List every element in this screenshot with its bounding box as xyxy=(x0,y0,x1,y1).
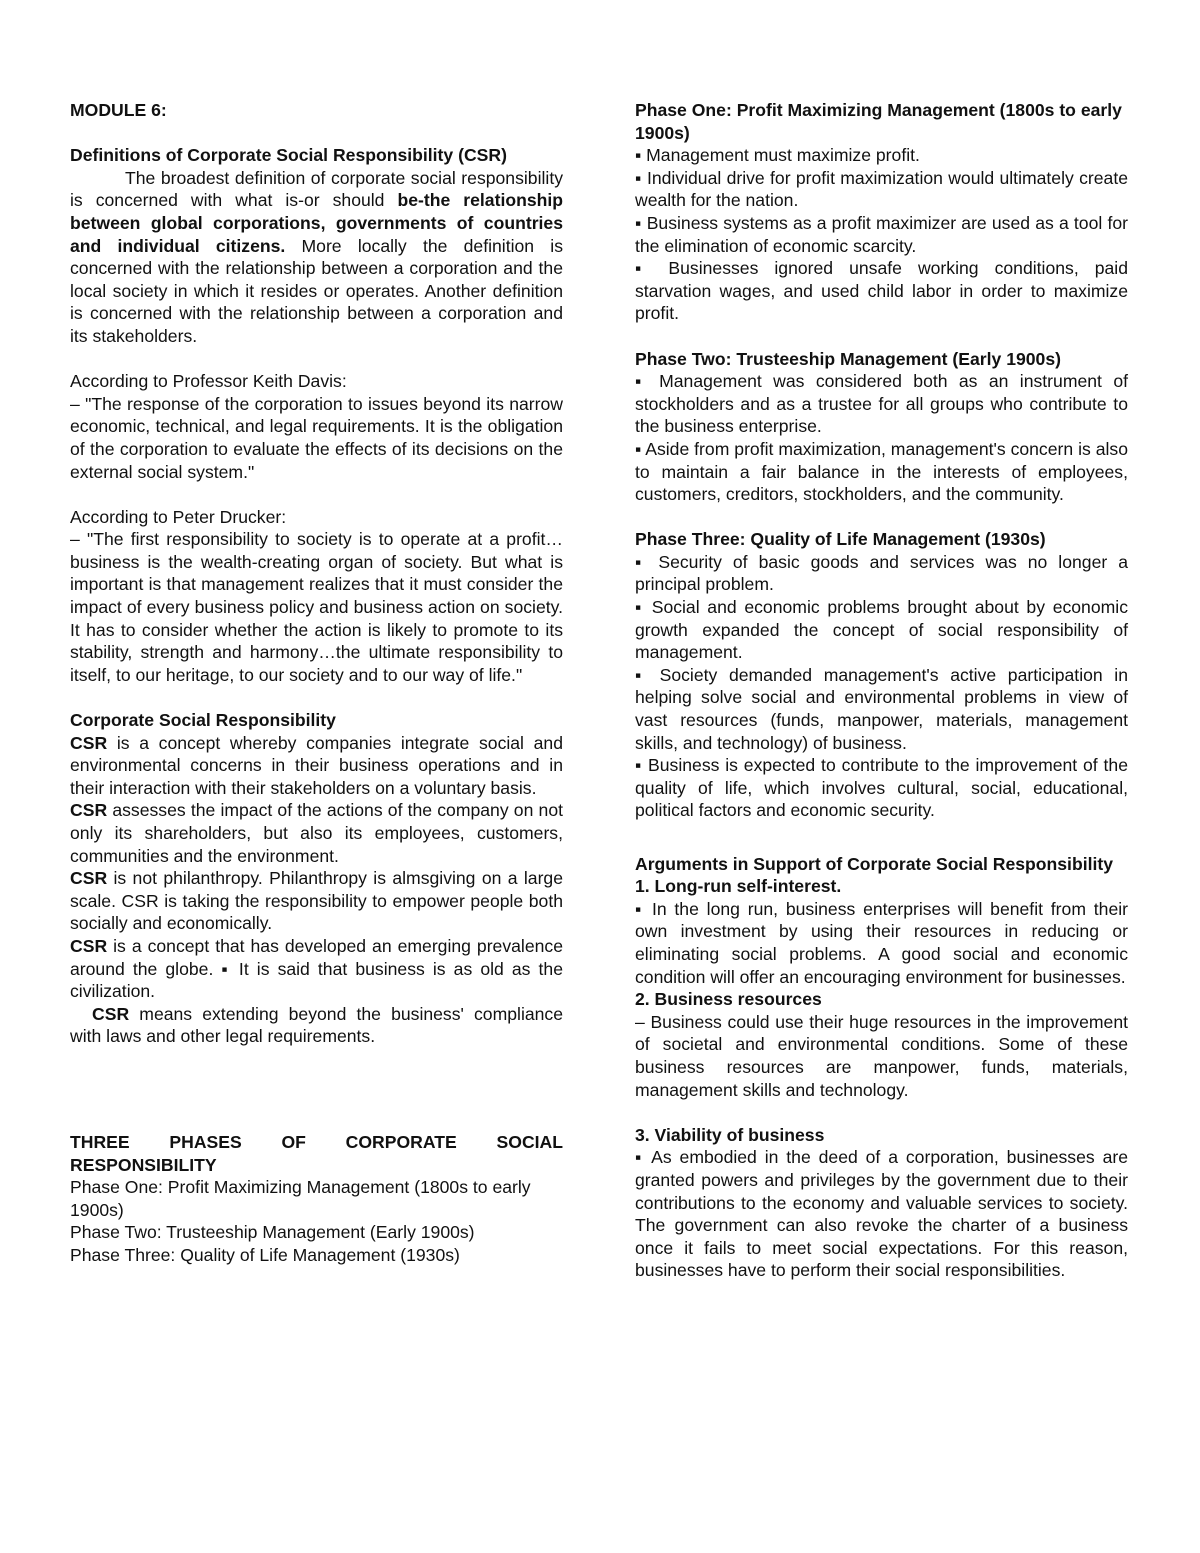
csr-text-5: means extending beyond the business' compliance with laws and other legal requirements. xyxy=(70,1003,563,1047)
csr-text-3: is not philanthropy. Philanthropy is almsgiving on a large scale. CSR is taking the responsibility to empower people both socially and economically. xyxy=(70,868,563,934)
argument-3-text: ▪ As embodied in the deed of a corporation, businesses are granted powers and privileges by the government due to their contributions to the economy and valuable services to society. The government can also revoke the charter of a business once it fails to meet social expectations. For this reason, businesses have to perform their social responsibilities. xyxy=(635,1147,1128,1281)
definition-text-start: The broadest definition of corporate social responsibility is concerned with what is-or should xyxy=(70,167,563,211)
phase-three-bullet: ▪ Society demanded management's active participation in helping solve social and environmental problems in view of vast resources (funds, manpower, materials, management skills, and technology) of business. xyxy=(635,664,1128,753)
argument-2-text: – Business could use their huge resources in the improvement of societal and environmental conditions. Some of these business resources are manpower, funds, materials, management skills and technology. xyxy=(635,1011,1128,1100)
csr-heading: Corporate Social Responsibility xyxy=(70,710,336,731)
phase-three-bullet: ▪ Business is expected to contribute to the improvement of the quality of life, which involves cultural, social, educational, political factors and economic security. xyxy=(635,755,1128,821)
phase-two-bullet: ▪ Aside from profit maximization, management's concern is also to maintain a fair balance in the interests of employees, customers, creditors, stockholders, and the community. xyxy=(635,438,1128,505)
csr-label: CSR xyxy=(70,732,108,753)
module-title: MODULE 6: xyxy=(70,100,167,120)
phase-two-heading: Phase Two: Trusteeship Management (Early 1900s) xyxy=(635,348,1061,369)
drucker-quote: – "The first responsibility to society is to operate at a profit… business is the wealth-creating organ of society. But what is important is that management realizes that it must consider the impact of every business policy and business action on society. It has to consider whether the action is likely to promote to its stability, strength and harmony…the ultimate responsibility to itself, to our heritage, to our society and to our way of life." xyxy=(70,529,563,685)
drucker-intro: According to Peter Drucker: xyxy=(70,506,287,527)
definitions-heading: Definitions of Corporate Social Responsibility (CSR) xyxy=(70,145,507,166)
csr-label: CSR xyxy=(70,868,108,889)
argument-1-text: ▪ In the long run, business enterprises will benefit from their own investment by using their resources in reducing or eliminating social problems. A good social and economic condition will offer an encouraging environment for businesses. xyxy=(635,898,1128,987)
phase-one-bullet: ▪ Businesses ignored unsafe working conditions, paid starvation wages, and used child labor in order to maximize profit. xyxy=(635,258,1128,324)
phase-item: Phase Three: Quality of Life Management (1930s) xyxy=(70,1244,460,1265)
phase-item: Phase One: Profit Maximizing Management (1800s to early 1900s) xyxy=(70,1177,531,1220)
csr-label: CSR xyxy=(70,935,108,956)
csr-text-1: is a concept whereby companies integrate social and environmental concerns in their business operations and in their interaction with their stakeholders on a voluntary basis. xyxy=(70,732,563,798)
csr-text-4: is a concept that has developed an emerging prevalence around the globe. ▪ It is said that business is as old as the civilization. xyxy=(70,935,563,1002)
phases-heading: THREE PHASES OF CORPORATE SOCIAL RESPONSIBILITY xyxy=(70,1131,563,1175)
argument-2-heading: 2. Business resources xyxy=(635,989,822,1010)
argument-1-heading: 1. Long-run self-interest. xyxy=(635,876,842,897)
csr-paragraph-1 xyxy=(70,732,563,800)
phase-one-bullet: ▪ Individual drive for profit maximization would ultimately create wealth for the nation. xyxy=(635,167,1128,211)
definition-text-end: More locally the definition is concerned with the relationship between a corporation and the local society in which it resides or operates. Another definition is concerned with the relationship between a corporation and its stakeholders. xyxy=(70,235,563,346)
definition-paragraph xyxy=(70,167,563,348)
right-column xyxy=(635,99,1128,1282)
davis-intro: According to Professor Keith Davis: xyxy=(70,371,347,392)
csr-paragraph-4 xyxy=(70,935,563,1003)
csr-paragraph-5 xyxy=(70,1003,563,1048)
phase-three-bullet: ▪ Security of basic goods and services was no longer a principal problem. xyxy=(635,551,1128,595)
csr-label: CSR xyxy=(70,800,108,821)
argument-3-heading: 3. Viability of business xyxy=(635,1124,825,1145)
phase-two-bullet: ▪ Management was considered both as an instrument of stockholders and as a trustee for all groups who contribute to the business enterprise. xyxy=(635,371,1128,437)
phase-three-heading: Phase Three: Quality of Life Management (1930s) xyxy=(635,529,1046,550)
definition-bold-text: be-the relationship between global corporations, governments of countries and individual citizens. xyxy=(70,190,563,256)
arguments-heading: Arguments in Support of Corporate Social Responsibility xyxy=(635,853,1114,874)
phase-three-bullet: ▪ Social and economic problems brought about by economic growth expanded the concept of social responsibility of management. xyxy=(635,597,1128,663)
davis-quote: – "The response of the corporation to issues beyond its narrow economic, technical, and legal requirements. It is the obligation of the corporation to evaluate the effects of its decisions on the external social system." xyxy=(70,393,563,482)
csr-text-2: assesses the impact of the actions of the company on not only its shareholders, but also its employees, customers, communities and the environment. xyxy=(70,800,563,866)
phase-one-bullet: ▪ Business systems as a profit maximizer are used as a tool for the elimination of economic scarcity. xyxy=(635,212,1128,256)
left-column xyxy=(70,99,563,1267)
phase-one-heading: Phase One: Profit Maximizing Management (1800s to early 1900s) xyxy=(635,100,1122,143)
phase-item: Phase Two: Trusteeship Management (Early 1900s) xyxy=(70,1222,475,1243)
csr-label: CSR xyxy=(92,1003,130,1024)
phase-one-bullet: ▪ Management must maximize profit. xyxy=(635,145,920,166)
csr-paragraph-2 xyxy=(70,799,563,867)
csr-paragraph-3 xyxy=(70,867,563,935)
